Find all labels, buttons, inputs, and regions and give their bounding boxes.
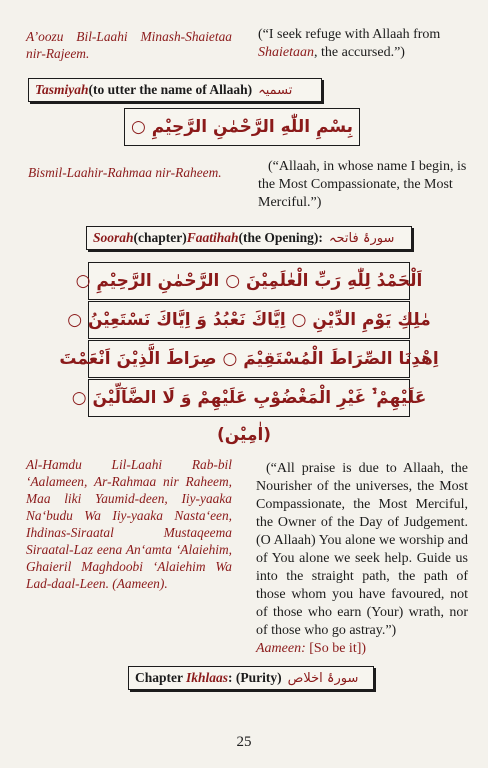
fatiha-mid: (chapter): [133, 230, 187, 245]
tasmiyah-term: Tasmiyah: [35, 82, 89, 97]
basmala-box: [124, 108, 360, 146]
fatiha-ameen-term: Aameen:: [256, 641, 306, 656]
taawwuz-translation-post: , the accursed.”): [314, 45, 405, 60]
tasmiyah-header: [28, 78, 322, 102]
taawwuz-translation-pre: (“I seek refuge with Allaah from: [258, 27, 441, 42]
ikhlaas-header: [128, 666, 374, 690]
fatiha-ayah-row: [71, 379, 427, 417]
ikhlaas-pre: Chapter: [135, 670, 183, 685]
fatiha-term-soorah: Soorah: [93, 230, 134, 245]
fatiha-translation: [256, 460, 468, 658]
fatiha-translation-text: (“All praise is due to Allaah, the Nourisher of the universes, the Most Compassionate, the Most Merciful, the Owner of the Day of Judgement. (O Allaah) You alone we worship and of You alone we seek help. Guide us into the straight path, the path of those whom you have favoured, not of those who earn (Your) wrath, nor of those who go astray.”): [256, 461, 468, 638]
page-number: 25: [236, 734, 252, 750]
fatiha-ayah-row: [59, 340, 439, 378]
fatiha-ameen-meaning: [So be it]): [305, 641, 367, 656]
fatiha-ayah-text: اَلْحَمْدُ لِلّٰهِ رَبِّ الْعٰلَمِیْنَ ○ الرَّحْمٰنِ الرَّحِیْمِ ○: [75, 271, 423, 291]
basmala-arabic: بِسْمِ اللّٰهِ الرَّحْمٰنِ الرَّحِیْمِ ○: [130, 117, 354, 137]
tasmiyah-desc: (to utter the name of Allaah): [88, 82, 253, 97]
fatiha-ayah-row: [75, 262, 423, 300]
tasmiyah-translation-text: (“Allaah, in whose name I begin, is the Most Compassionate, the Most Merciful.”): [258, 159, 467, 210]
taawwuz-translation: [258, 26, 464, 62]
fatiha-ameen-line: [256, 640, 468, 658]
tasmiyah-transliteration: Bismil-Laahir-Rahmaa nir-Raheem.: [28, 165, 222, 180]
fatiha-header: [86, 226, 412, 250]
ikhlaas-desc: : (Purity): [228, 670, 282, 685]
fatiha-transliteration: Al-Hamdu Lil-Laahi Rab-bil ‘Aalameen, Ar-Rahmaa nir Raheem, Maa liki Yaumid-deen, Iiy-yaaka Na‘budu Wa Iiy-yaaka Nasta‘een, Ihdinas-Siraatal Mustaqeema Siraatal-Laz eena An‘amta ‘Alaiehim, Ghaieril Maghdoobi ‘Alaiehim Wa Lad-daal-Leen. (Aameen).: [26, 457, 232, 591]
fatiha-arabic-label: سورۂ فاتحہ: [328, 230, 395, 246]
fatiha-ayah-row: [67, 301, 431, 339]
ikhlaas-arabic: سورۂ اخلاص: [287, 670, 359, 686]
fatiha-desc: (the Opening):: [238, 230, 323, 245]
ameen-arabic: (اٰمِیْن): [216, 425, 272, 445]
ikhlaas-term: Ikhlaas: [186, 670, 229, 685]
taawwuz-transliteration: A’oozu Bil-Laahi Minash-Shaietaa nir-Rajeem.: [26, 29, 232, 61]
fatiha-ayah-text: مٰلِكِ یَوْمِ الدِّیْنِ ○ اِیَّاكَ نَعْبُدُ وَ اِیَّاكَ نَسْتَعِیْنُ ○: [67, 310, 431, 330]
taawwuz-translation-em: Shaietaan: [258, 45, 314, 60]
fatiha-ayah-text: عَلَیْهِمْ ۙ۬ غَیْرِ الْمَغْضُوْبِ عَلَیْهِمْ وَ لَا الضَّآلِّیْنَ ○: [71, 388, 427, 408]
fatiha-ayah-text: اِهْدِنَا الصِّرَاطَ الْمُسْتَقِیْمَ ○ صِرَاطَ الَّذِیْنَ اَنْعَمْتَ: [59, 349, 439, 369]
fatiha-term-faatihah: Faatihah: [186, 230, 239, 245]
tasmiyah-arabic: تسمیہ: [258, 82, 293, 98]
tasmiyah-translation: [258, 158, 468, 212]
